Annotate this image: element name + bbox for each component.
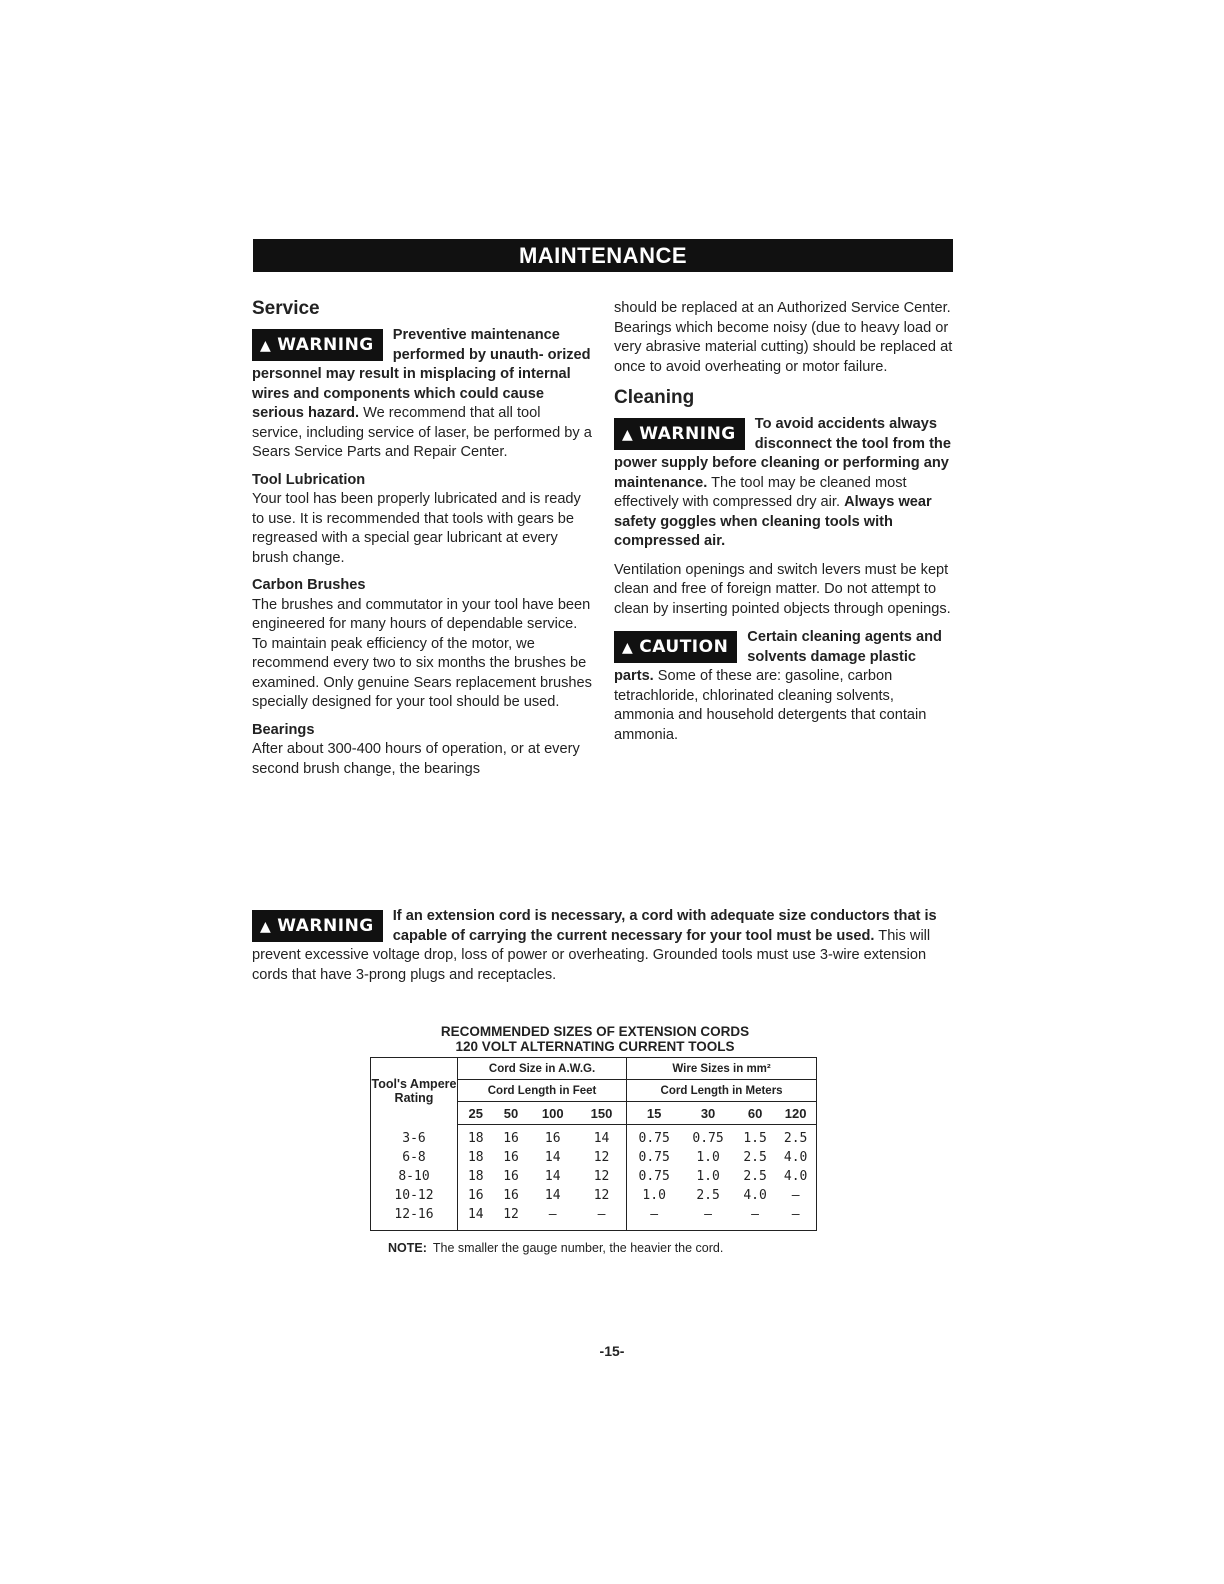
awg-cell: — xyxy=(597,1207,606,1222)
caution-triangle-icon: ▲ xyxy=(622,640,634,656)
cleaning-warning-bold-2: Always wear safety goggles when cleaning tools with compressed air. xyxy=(614,494,932,549)
warning-triangle-icon: ▲ xyxy=(622,427,634,443)
service-warning-bold: Preventive maintenance performed by unauth- orized personnel may result in misplacing of internal wires and components which could cause serious hazard. xyxy=(252,327,591,421)
mm-cell: 1.0 xyxy=(627,1186,682,1205)
section-header: MAINTENANCE xyxy=(253,239,953,272)
mm-cell: — xyxy=(704,1207,712,1222)
extension-cord-table-block xyxy=(370,1024,820,1255)
awg-cell: 14 xyxy=(544,1188,561,1203)
awg-cell: 14 xyxy=(544,1169,561,1184)
awg-cell: 16 xyxy=(467,1188,484,1203)
table-row xyxy=(371,1125,817,1149)
table-title-line-2: 120 VOLT ALTERNATING CURRENT TOOLS xyxy=(455,1039,735,1054)
meters-length-cell: 60 xyxy=(735,1102,775,1125)
mm-cell: 0.75 xyxy=(627,1167,682,1186)
ventilation-text: Ventilation openings and switch levers must be kept clean and free of foreign matter. Do not attempt to clean by inserting pointed objects through openings. xyxy=(614,561,951,617)
mm-cell: 1.0 xyxy=(696,1169,720,1184)
caution-paragraph xyxy=(614,628,954,745)
table-body xyxy=(371,1125,817,1231)
cleaning-warning xyxy=(614,415,954,552)
awg-cell: 16 xyxy=(544,1131,561,1146)
carbon-brushes-text: The brushes and commutator in your tool have been engineered for many hours of dependable service. To maintain peak efficiency of the motor, we recommend every two to six months the brushes be examined. Only genuine Sears replacement brushes specially designed for your tool should be used. xyxy=(252,596,592,710)
note-text: The smaller the gauge number, the heavier the cord. xyxy=(432,1241,724,1255)
awg-cell: 12 xyxy=(593,1150,610,1165)
table-row xyxy=(371,1148,817,1167)
meters-length-cell: 120 xyxy=(775,1102,816,1125)
service-warning xyxy=(252,326,594,463)
rating-cell: 3-6 xyxy=(371,1125,458,1149)
table-note xyxy=(370,1241,820,1255)
caution-badge: ▲ CAUTION xyxy=(614,631,737,663)
feet-length-cell: 50 xyxy=(494,1102,529,1125)
right-column xyxy=(614,299,954,745)
awg-cell: 12 xyxy=(593,1169,610,1184)
awg-cell: 14 xyxy=(544,1150,561,1165)
left-column xyxy=(252,297,594,779)
feet-length-cell: 25 xyxy=(458,1102,494,1125)
mm-cell: — xyxy=(751,1207,759,1222)
tool-lubrication-title: Tool Lubrication xyxy=(252,471,366,488)
table-row xyxy=(371,1186,817,1205)
awg-cell: 14 xyxy=(593,1131,610,1146)
bearings-title: Bearings xyxy=(252,721,315,738)
meters-length-cell: 30 xyxy=(681,1102,735,1125)
cleaning-title: Cleaning xyxy=(614,387,695,408)
awg-cell: 12 xyxy=(503,1207,519,1222)
table-row xyxy=(371,1167,817,1186)
mm-cell: 2.5 xyxy=(696,1188,720,1203)
awg-cell: 16 xyxy=(503,1169,519,1184)
mm-cell: 1.5 xyxy=(743,1131,767,1146)
awg-cell: 14 xyxy=(467,1207,484,1222)
feet-length-cell: 150 xyxy=(577,1102,627,1125)
tool-lubrication-text: Your tool has been properly lubricated and is ready to use. It is recommended that tools with gears be regreased with a special gear lubricant at every brush change. xyxy=(252,491,581,566)
rating-cell: 6-8 xyxy=(371,1148,458,1167)
mm-cell: — xyxy=(791,1188,800,1203)
mm-cell: 2.5 xyxy=(783,1131,808,1146)
caution-text: Some of these are: gasoline, carbon tetrachloride, chlorinated cleaning solvents, ammonia and household detergents that contain ammonia. xyxy=(614,668,927,743)
cleaning-warning-text: The tool may be cleaned most effectively with compressed dry air. xyxy=(614,474,907,510)
awg-cell: 18 xyxy=(467,1169,484,1184)
mm-cell: 2.5 xyxy=(743,1150,767,1165)
awg-cell: 12 xyxy=(593,1188,610,1203)
rating-cell: 8-10 xyxy=(371,1167,458,1186)
awg-cell: 16 xyxy=(503,1131,519,1146)
awg-cell: 18 xyxy=(467,1131,484,1146)
note-label: NOTE: xyxy=(388,1241,427,1255)
feet-header: Cord Length in Feet xyxy=(458,1080,627,1102)
warning-badge: ▲ WARNING xyxy=(614,418,745,450)
mm-cell: 4.0 xyxy=(783,1169,808,1184)
rating-cell: 12-16 xyxy=(371,1205,458,1231)
extension-cord-table xyxy=(370,1057,817,1231)
warning-badge: ▲ WARNING xyxy=(252,910,383,942)
meters-length-cell: 15 xyxy=(627,1102,682,1125)
caution-bold: Certain cleaning agents and solvents damage plastic parts. xyxy=(614,629,942,684)
awg-cell: 16 xyxy=(503,1150,519,1165)
mm-cell: 0.75 xyxy=(627,1148,682,1167)
service-warning-text: We recommend that all tool service, including service of laser, be performed by a Sears Service Parts and Repair Center. xyxy=(252,405,592,460)
carbon-brushes-title: Carbon Brushes xyxy=(252,577,366,593)
awg-cell: 18 xyxy=(467,1150,484,1165)
warning-triangle-icon: ▲ xyxy=(260,338,272,354)
warning-triangle-icon: ▲ xyxy=(260,919,272,935)
awg-header: Cord Size in A.W.G. xyxy=(458,1058,627,1080)
warning-badge: ▲ WARNING xyxy=(252,329,383,361)
awg-cell: 16 xyxy=(503,1188,519,1203)
table-title-line-1: RECOMMENDED SIZES OF EXTENSION CORDS xyxy=(440,1024,750,1039)
extension-warning-bold: If an extension cord is necessary, a cord with adequate size conductors that is capable of carrying the current necessary for your tool must be used. xyxy=(392,908,937,944)
bearings-text: After about 300-400 hours of operation, or at every second brush change, the bearings xyxy=(252,741,580,777)
extension-cord-warning xyxy=(252,907,954,985)
mm-cell: 0.75 xyxy=(627,1125,682,1149)
mm-cell: 0.75 xyxy=(692,1131,724,1146)
rating-header: Tool's Ampere Rating xyxy=(371,1058,458,1125)
cleaning-warning-bold: To avoid accidents always disconnect the tool from the power supply before cleaning or performing any maintenance. xyxy=(614,416,951,491)
page-number: -15- xyxy=(599,1343,625,1359)
awg-cell: — xyxy=(548,1207,557,1222)
extension-warning-text: This will prevent excessive voltage drop, loss of power or overheating. Grounded tools must use 3-wire extension cords that have 3-prong plugs and receptacles. xyxy=(252,927,931,983)
mm-cell: — xyxy=(791,1207,800,1222)
mm-cell: 4.0 xyxy=(743,1188,767,1203)
wire-size-header: Wire Sizes in mm² xyxy=(627,1058,817,1080)
meters-header: Cord Length in Meters xyxy=(627,1080,817,1102)
table-row xyxy=(371,1205,817,1231)
mm-cell: — xyxy=(627,1205,682,1231)
mm-cell: 2.5 xyxy=(743,1169,767,1184)
feet-length-cell: 100 xyxy=(529,1102,577,1125)
rating-cell: 10-12 xyxy=(371,1186,458,1205)
bearings-continued-text: should be replaced at an Authorized Service Center. Bearings which become noisy (due to heavy load or very abrasive material cutting) should be replaced at once to avoid overheating or motor failure. xyxy=(614,300,953,375)
mm-cell: 4.0 xyxy=(783,1150,808,1165)
service-title: Service xyxy=(252,298,320,319)
mm-cell: 1.0 xyxy=(696,1150,720,1165)
